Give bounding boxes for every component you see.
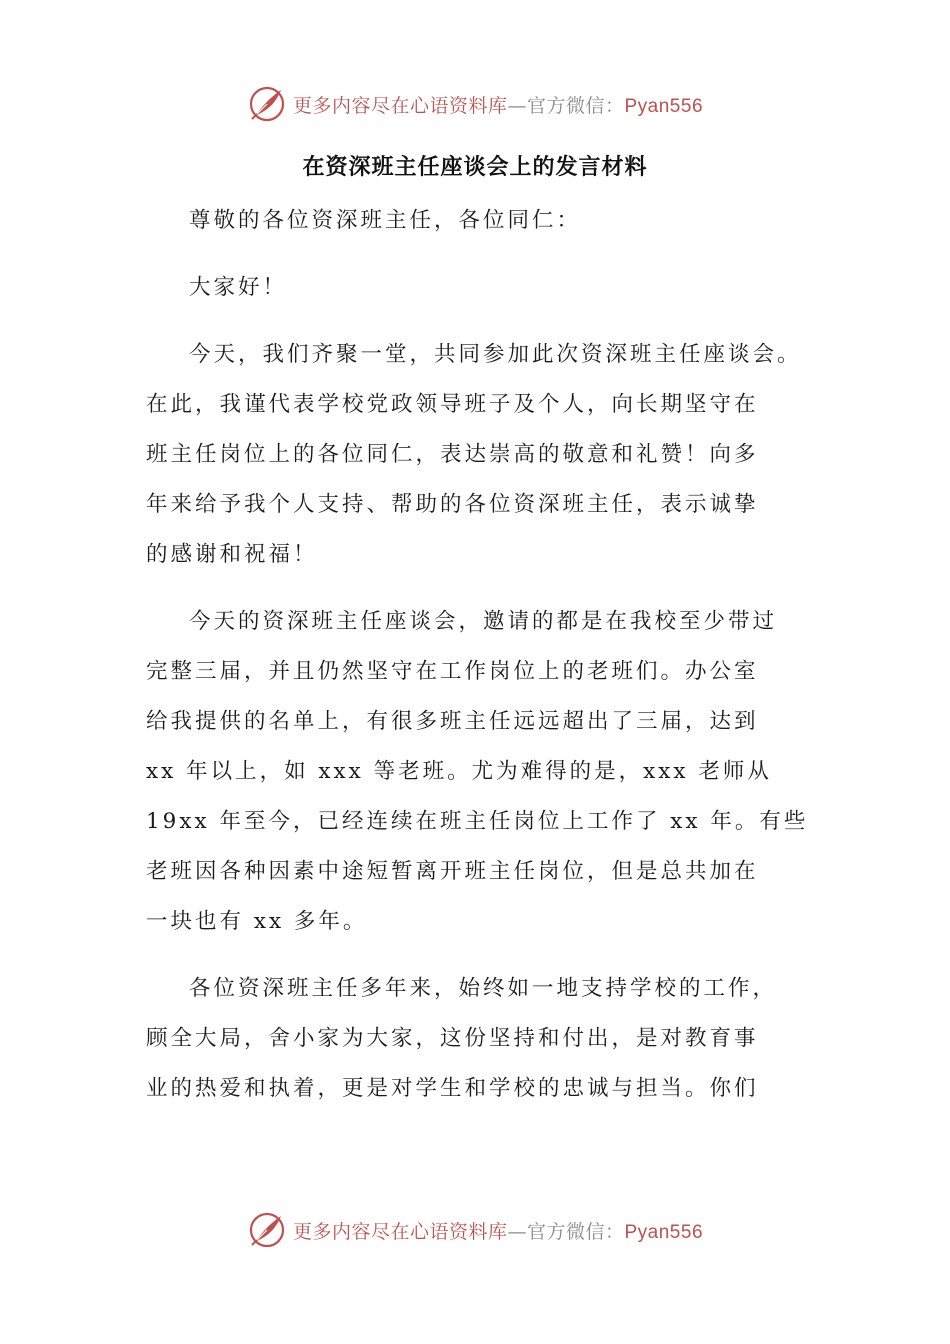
paragraph-line: 今天的资深班主任座谈会，邀请的都是在我校至少带过	[189, 609, 778, 634]
paragraph-line: 班主任岗位上的各位同仁，表达崇高的敬意和礼赞！向多	[146, 442, 759, 467]
banner-main-text: 更多内容尽在心语资料库	[292, 1220, 508, 1243]
paragraph-line: 顾全大局，舍小家为大家，这份坚持和付出，是对教育事	[146, 1026, 759, 1051]
banner-text	[293, 1217, 703, 1244]
quill-logo-icon	[247, 84, 287, 124]
banner-wechat-id: Pyan556	[624, 1221, 704, 1243]
document-body	[146, 196, 836, 1114]
paragraph-line: 业的热爱和执着，更是对学生和学校的忠诚与担当。你们	[146, 1076, 759, 1101]
paragraph-3	[146, 964, 836, 1114]
banner-main-text: 更多内容尽在心语资料库	[292, 94, 508, 117]
paragraph-line: 在此，我谨代表学校党政领导班子及个人，向长期坚守在	[146, 392, 759, 417]
header-banner	[0, 80, 950, 128]
quill-logo-icon	[247, 1210, 287, 1250]
banner-dash: —	[507, 94, 527, 117]
banner-dash: —	[507, 1220, 527, 1243]
banner-sub-text: 官方微信：	[526, 94, 625, 117]
paragraph-line: 各位资深班主任多年来，始终如一地支持学校的工作，	[189, 976, 778, 1001]
paragraph-line: 年来给予我个人支持、帮助的各位资深班主任，表示诚挚	[146, 492, 759, 517]
paragraph-line: 给我提供的名单上，有很多班主任远远超出了三届，达到	[146, 709, 759, 734]
paragraph-line: 今天，我们齐聚一堂，共同参加此次资深班主任座谈会。	[189, 342, 802, 367]
paragraph-line: 一块也有 xx 多年。	[146, 909, 368, 934]
paragraph-line: 的感谢和祝福！	[146, 542, 318, 567]
banner-wechat-id: Pyan556	[624, 95, 704, 117]
paragraph-line: xx 年以上，如 xxx 等老班。尤为难得的是，xxx 老师从	[146, 759, 772, 784]
paragraph-2	[146, 597, 836, 947]
paragraph-line: 老班因各种因素中途短暂离开班主任岗位，但是总共加在	[146, 859, 759, 884]
document-title: 在资深班主任座谈会上的发言材料	[302, 155, 648, 180]
banner-sub-text: 官方微信：	[526, 1220, 625, 1243]
paragraph-line: 19xx 年至今，已经连续在班主任岗位上工作了 xx 年。有些	[146, 809, 809, 834]
paragraph-1	[146, 330, 836, 580]
footer-banner	[0, 1206, 950, 1254]
paragraph-line: 完整三届，并且仍然坚守在工作岗位上的老班们。办公室	[146, 659, 759, 684]
salutation: 尊敬的各位资深班主任，各位同仁：	[189, 208, 582, 233]
greeting: 大家好！	[189, 275, 288, 300]
banner-text	[293, 91, 703, 118]
